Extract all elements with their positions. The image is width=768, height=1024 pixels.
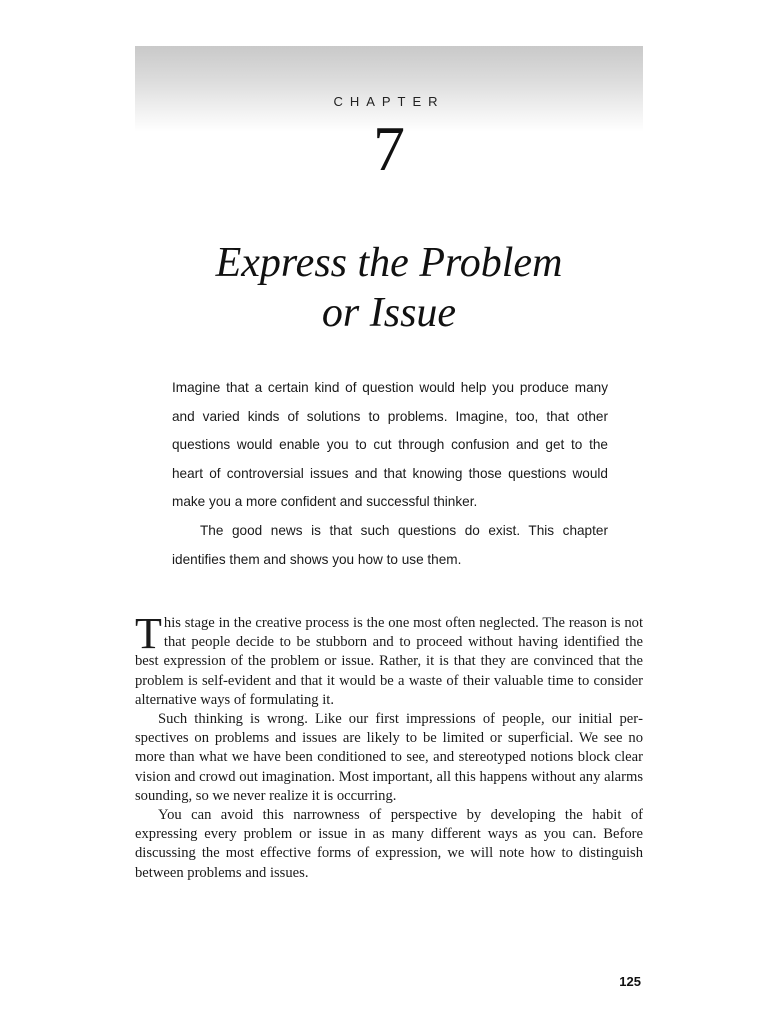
body-paragraph-2: Such thinking is wrong. Like our first impressions of people, our initial perspectives on problems and issues are likely to be limited or superficial. We see no more than what we have been conditioned to see, and stereotyped notions block clear vision and crowd out imagination. Most important, all this happens without any alarms sounding, so we never realize it is occurring.: [135, 711, 643, 804]
body-paragraph-1: [135, 609, 643, 710]
intro-paragraph-1: Imagine that a certain kind of question would help you produce many and varied kinds of solutions to problems. Imagine, too, that other questions would enable you to cut through confusion and get to the heart of controversial issues and that knowing those questions would make you a more confident and successful thinker.: [172, 380, 608, 510]
body-paragraph-3: You can avoid this narrowness of perspective by developing the habit of expressing every problem or issue in as many different ways as you can. Before discussing the most effective forms of expression, we will note how to distinguish between problems and issues.: [135, 807, 643, 881]
page-number: 125: [619, 974, 641, 989]
chapter-title-line-1: Express the Problem: [215, 240, 563, 286]
drop-cap: T: [135, 609, 162, 658]
body-text: [135, 609, 643, 883]
body-paragraph-1-text: his stage in the creative process is the one most often neglected. The reason is not that people decide to be stubborn and to proceed without having identified the best expression of the problem or issue. Rather, it is that they are convinced that the problem is self-evident and that it would be a waste of their valuable time to consider alternative ways of formulating it.: [135, 615, 643, 708]
chapter-title: [135, 238, 643, 338]
chapter-intro: [172, 374, 608, 574]
chapter-label: CHAPTER: [333, 94, 445, 109]
chapter-number: 7: [373, 113, 405, 184]
intro-paragraph-2: The good news is that such questions do exist. This chapter identifies them and shows you how to use them.: [172, 522, 608, 567]
chapter-title-line-2: or Issue: [321, 290, 457, 336]
